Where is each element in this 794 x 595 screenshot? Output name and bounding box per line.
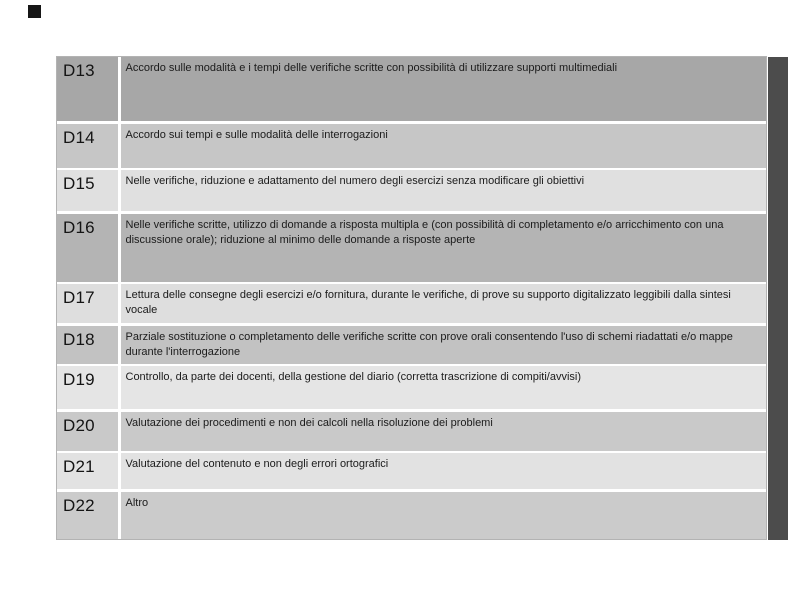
row-id-label: D20	[57, 412, 118, 451]
row-description: Valutazione dei procedimenti e non dei calcoli nella risoluzione dei problemi	[121, 412, 767, 451]
row-id-label: D14	[57, 124, 118, 168]
row-id-label: D18	[57, 326, 118, 364]
table-row	[57, 57, 766, 121]
table-row	[57, 453, 766, 489]
row-id-label: D19	[57, 366, 118, 409]
vertical-accent-bar	[768, 57, 788, 540]
table-row	[57, 492, 766, 539]
corner-square-decoration	[28, 5, 41, 18]
row-id-label: D15	[57, 170, 118, 211]
row-description: Nelle verifiche scritte, utilizzo di domande a risposta multipla e (con possibilità di completamento e/o arricchimento con una discussione orale); riduzione al minimo delle domande a risposte aperte	[121, 214, 767, 282]
row-description: Nelle verifiche, riduzione e adattamento del numero degli esercizi senza modificare gli obiettivi	[121, 170, 767, 211]
table-row	[57, 412, 766, 451]
row-description: Parziale sostituzione o completamento delle verifiche scritte con prove orali consentendo l'uso di schemi riadattati e/o mappe durante l'interrogazione	[121, 326, 767, 364]
row-description: Lettura delle consegne degli esercizi e/o fornitura, durante le verifiche, di prove su supporto digitalizzato leggibili dalla sintesi vocale	[121, 284, 767, 323]
row-description: Valutazione del contenuto e non degli errori ortografici	[121, 453, 767, 489]
row-description: Controllo, da parte dei docenti, della gestione del diario (corretta trascrizione di compiti/avvisi)	[121, 366, 767, 409]
row-id-label: D22	[57, 492, 118, 539]
row-id-label: D21	[57, 453, 118, 489]
table-row	[57, 326, 766, 364]
accommodations-table	[57, 57, 766, 539]
row-id-label: D17	[57, 284, 118, 323]
row-id-label: D13	[57, 57, 118, 121]
table-row	[57, 366, 766, 409]
table-row	[57, 284, 766, 323]
table-row	[57, 124, 766, 168]
row-description: Accordo sulle modalità e i tempi delle verifiche scritte con possibilità di utilizzare supporti multimediali	[121, 57, 767, 121]
row-id-label: D16	[57, 214, 118, 282]
row-description: Altro	[121, 492, 767, 539]
table-row	[57, 170, 766, 211]
row-description: Accordo sui tempi e sulle modalità delle interrogazioni	[121, 124, 767, 168]
table-row	[57, 214, 766, 282]
